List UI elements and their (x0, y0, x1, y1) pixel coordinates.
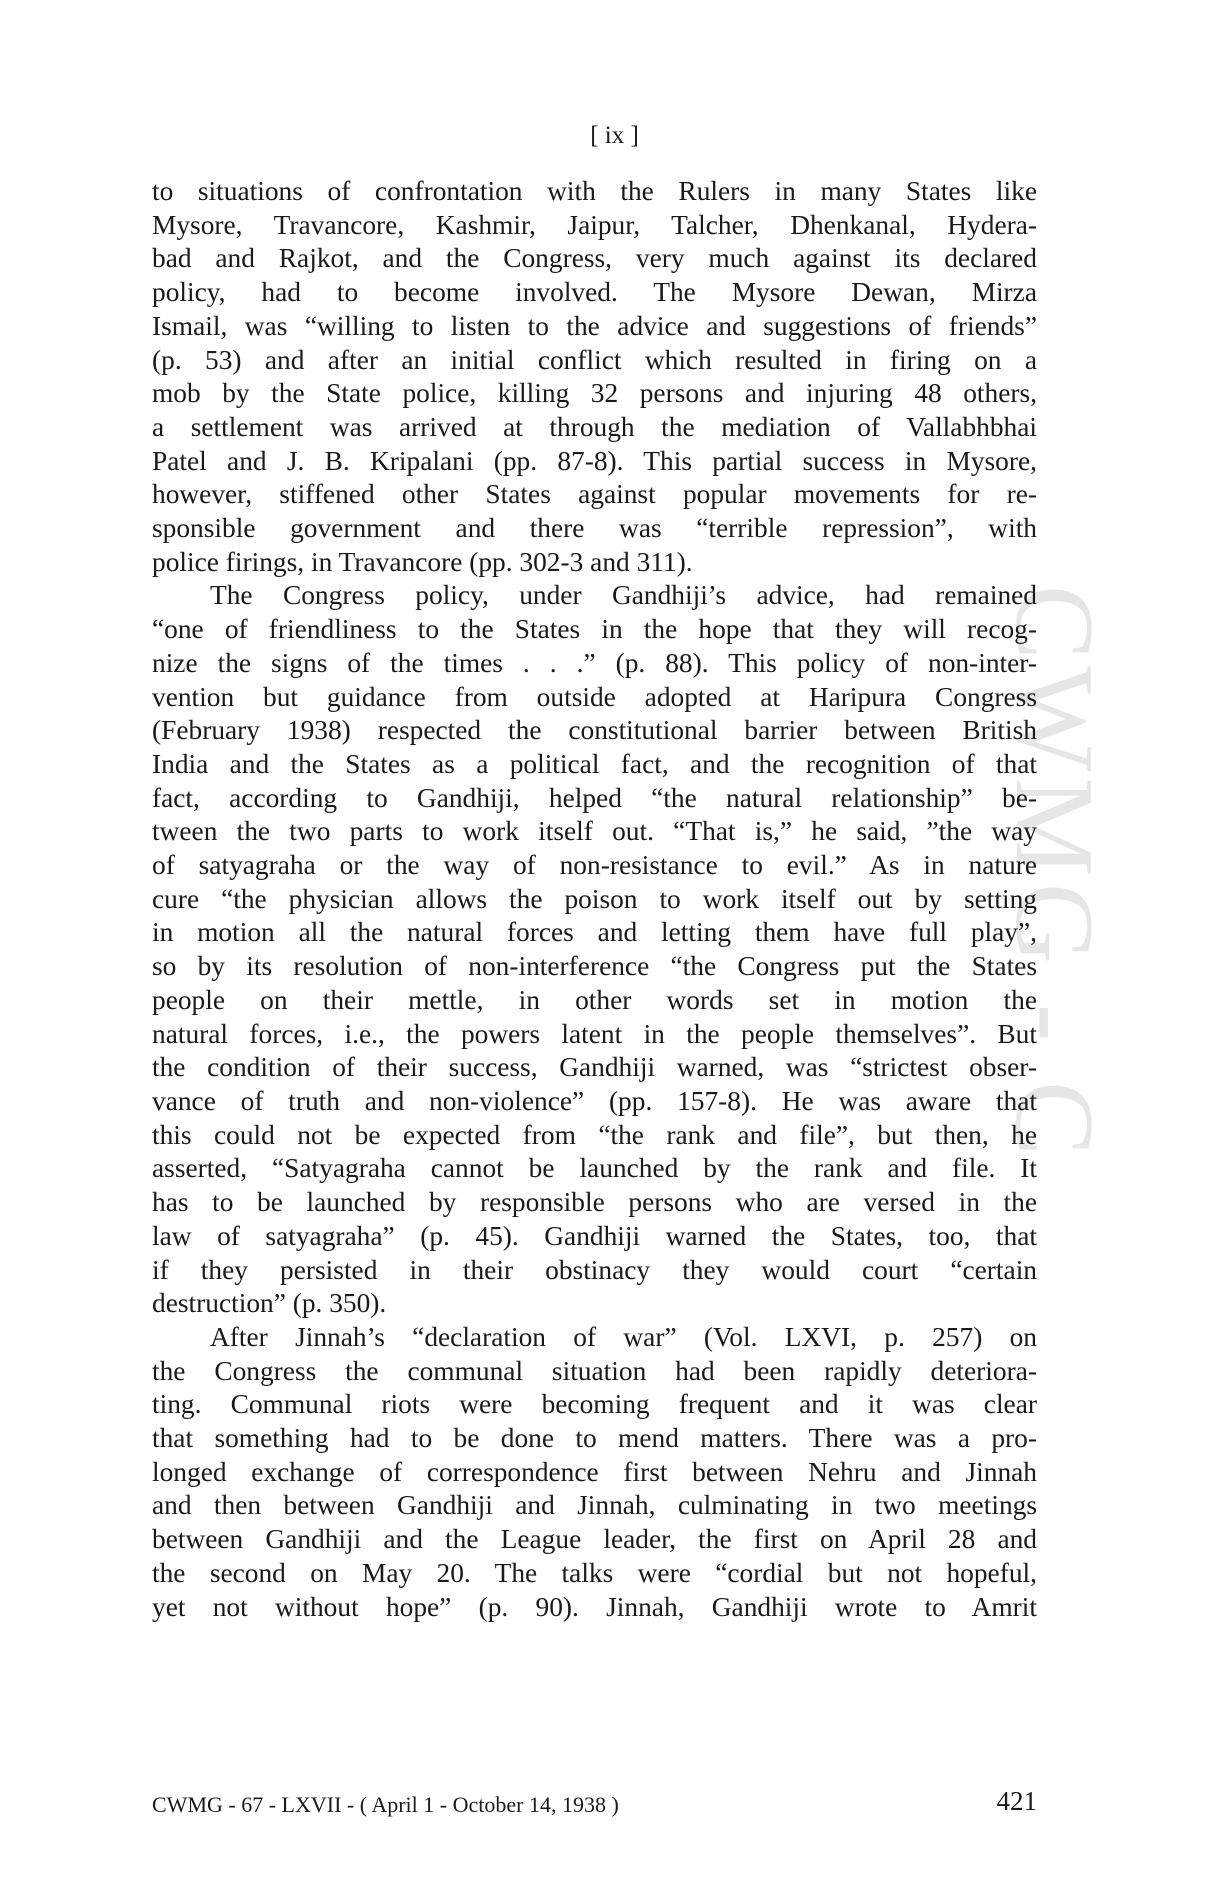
text-line: this could not be expected from “the rank and file”, but then, he (152, 1119, 1037, 1150)
text-line: policy, had to become involved. The Mysore Dewan, Mirza (152, 277, 1037, 308)
text-line: sponsible government and there was “terrible repression”, with (152, 513, 1037, 544)
text-line: that something had to be done to mend matters. There was a pro- (152, 1423, 1037, 1454)
paragraph-2 (152, 579, 1037, 1320)
text-line: so by its resolution of non-interference “the Congress put the States (152, 951, 1037, 982)
text-line: fact, according to Gandhiji, helped “the natural relationship” be- (152, 782, 1037, 813)
text-line: mob by the State police, killing 32 persons and injuring 48 others, (152, 378, 1037, 409)
text-line: ting. Communal riots were becoming frequent and it was clear (152, 1389, 1037, 1420)
page-number: 421 (996, 1786, 1037, 1816)
text-line: natural forces, i.e., the powers latent in the people themselves”. But (152, 1018, 1037, 1049)
text-line: The Congress policy, under Gandhiji’s advice, had remained (210, 580, 1037, 611)
text-line: nize the signs of the times . . .” (p. 88). This policy of non-inter- (152, 647, 1037, 678)
watermark-text: CWMG - C (992, 585, 1116, 1162)
text-line: of satyagraha or the way of non-resistance to evil.” As in nature (152, 850, 1037, 881)
body-text (152, 175, 1037, 1624)
text-line: a settlement was arrived at through the mediation of Vallabhbhai (152, 411, 1037, 442)
text-line: law of satyagraha” (p. 45). Gandhiji warned the States, too, that (152, 1220, 1037, 1251)
page-header: [ ix ] (590, 122, 639, 149)
text-line: police firings, in Travancore (pp. 302-3 and 311). (152, 546, 693, 577)
text-line: people on their mettle, in other words set in motion the (152, 984, 1037, 1015)
text-line: if they persisted in their obstinacy they would court “certain (152, 1254, 1037, 1285)
text-line: bad and Rajkot, and the Congress, very much against its declared (152, 243, 1037, 274)
text-line: in motion all the natural forces and letting them have full play”, (152, 917, 1037, 948)
text-line: however, stiffened other States against popular movements for re- (152, 479, 1037, 510)
text-line: India and the States as a political fact, and the recognition of that (152, 748, 1037, 779)
text-line: the second on May 20. The talks were “cordial but not hopeful, (152, 1557, 1037, 1588)
text-line: yet not without hope” (p. 90). Jinnah, Gandhiji wrote to Amrit (152, 1591, 1037, 1622)
text-line: cure “the physician allows the poison to work itself out by setting (152, 883, 1037, 914)
text-line: Mysore, Travancore, Kashmir, Jaipur, Talcher, Dhenkanal, Hydera- (152, 209, 1037, 240)
text-line: After Jinnah’s “declaration of war” (Vol. LXVI, p. 257) on (210, 1321, 1037, 1352)
paragraph-1 (152, 175, 1037, 579)
footer-volume-info: CWMG - 67 - LXVII - ( April 1 - October 14, 1938 ) (152, 1792, 619, 1817)
watermark (992, 585, 1116, 1385)
text-line: destruction” (p. 350). (152, 1288, 387, 1319)
text-line: between Gandhiji and the League leader, the first on April 28 and (152, 1524, 1037, 1555)
text-line: Ismail, was “willing to listen to the advice and suggestions of friends” (152, 310, 1037, 341)
text-line: (February 1938) respected the constitutional barrier between British (152, 715, 1037, 746)
text-line: the condition of their success, Gandhiji warned, was “strictest obser- (152, 1052, 1037, 1083)
text-line: the Congress the communal situation had been rapidly deteriora- (152, 1355, 1037, 1386)
text-line: (p. 53) and after an initial conflict which resulted in firing on a (152, 344, 1037, 375)
text-line: vance of truth and non-violence” (pp. 157-8). He was aware that (152, 1085, 1037, 1116)
paragraph-3 (152, 1321, 1037, 1624)
text-line: asserted, “Satyagraha cannot be launched by the rank and file. It (152, 1153, 1037, 1184)
text-line: and then between Gandhiji and Jinnah, culminating in two meetings (152, 1490, 1037, 1521)
text-line: “one of friendliness to the States in the hope that they will recog- (152, 614, 1037, 645)
text-line: to situations of confrontation with the Rulers in many States like (152, 176, 1037, 206)
text-line: has to be launched by responsible persons who are versed in the (152, 1187, 1037, 1218)
text-line: tween the two parts to work itself out. “That is,” he said, ”the way (152, 816, 1037, 847)
text-line: vention but guidance from outside adopted at Haripura Congress (152, 681, 1037, 712)
text-line: longed exchange of correspondence first between Nehru and Jinnah (152, 1456, 1037, 1487)
text-line: Patel and J. B. Kripalani (pp. 87-8). This partial success in Mysore, (152, 445, 1037, 476)
